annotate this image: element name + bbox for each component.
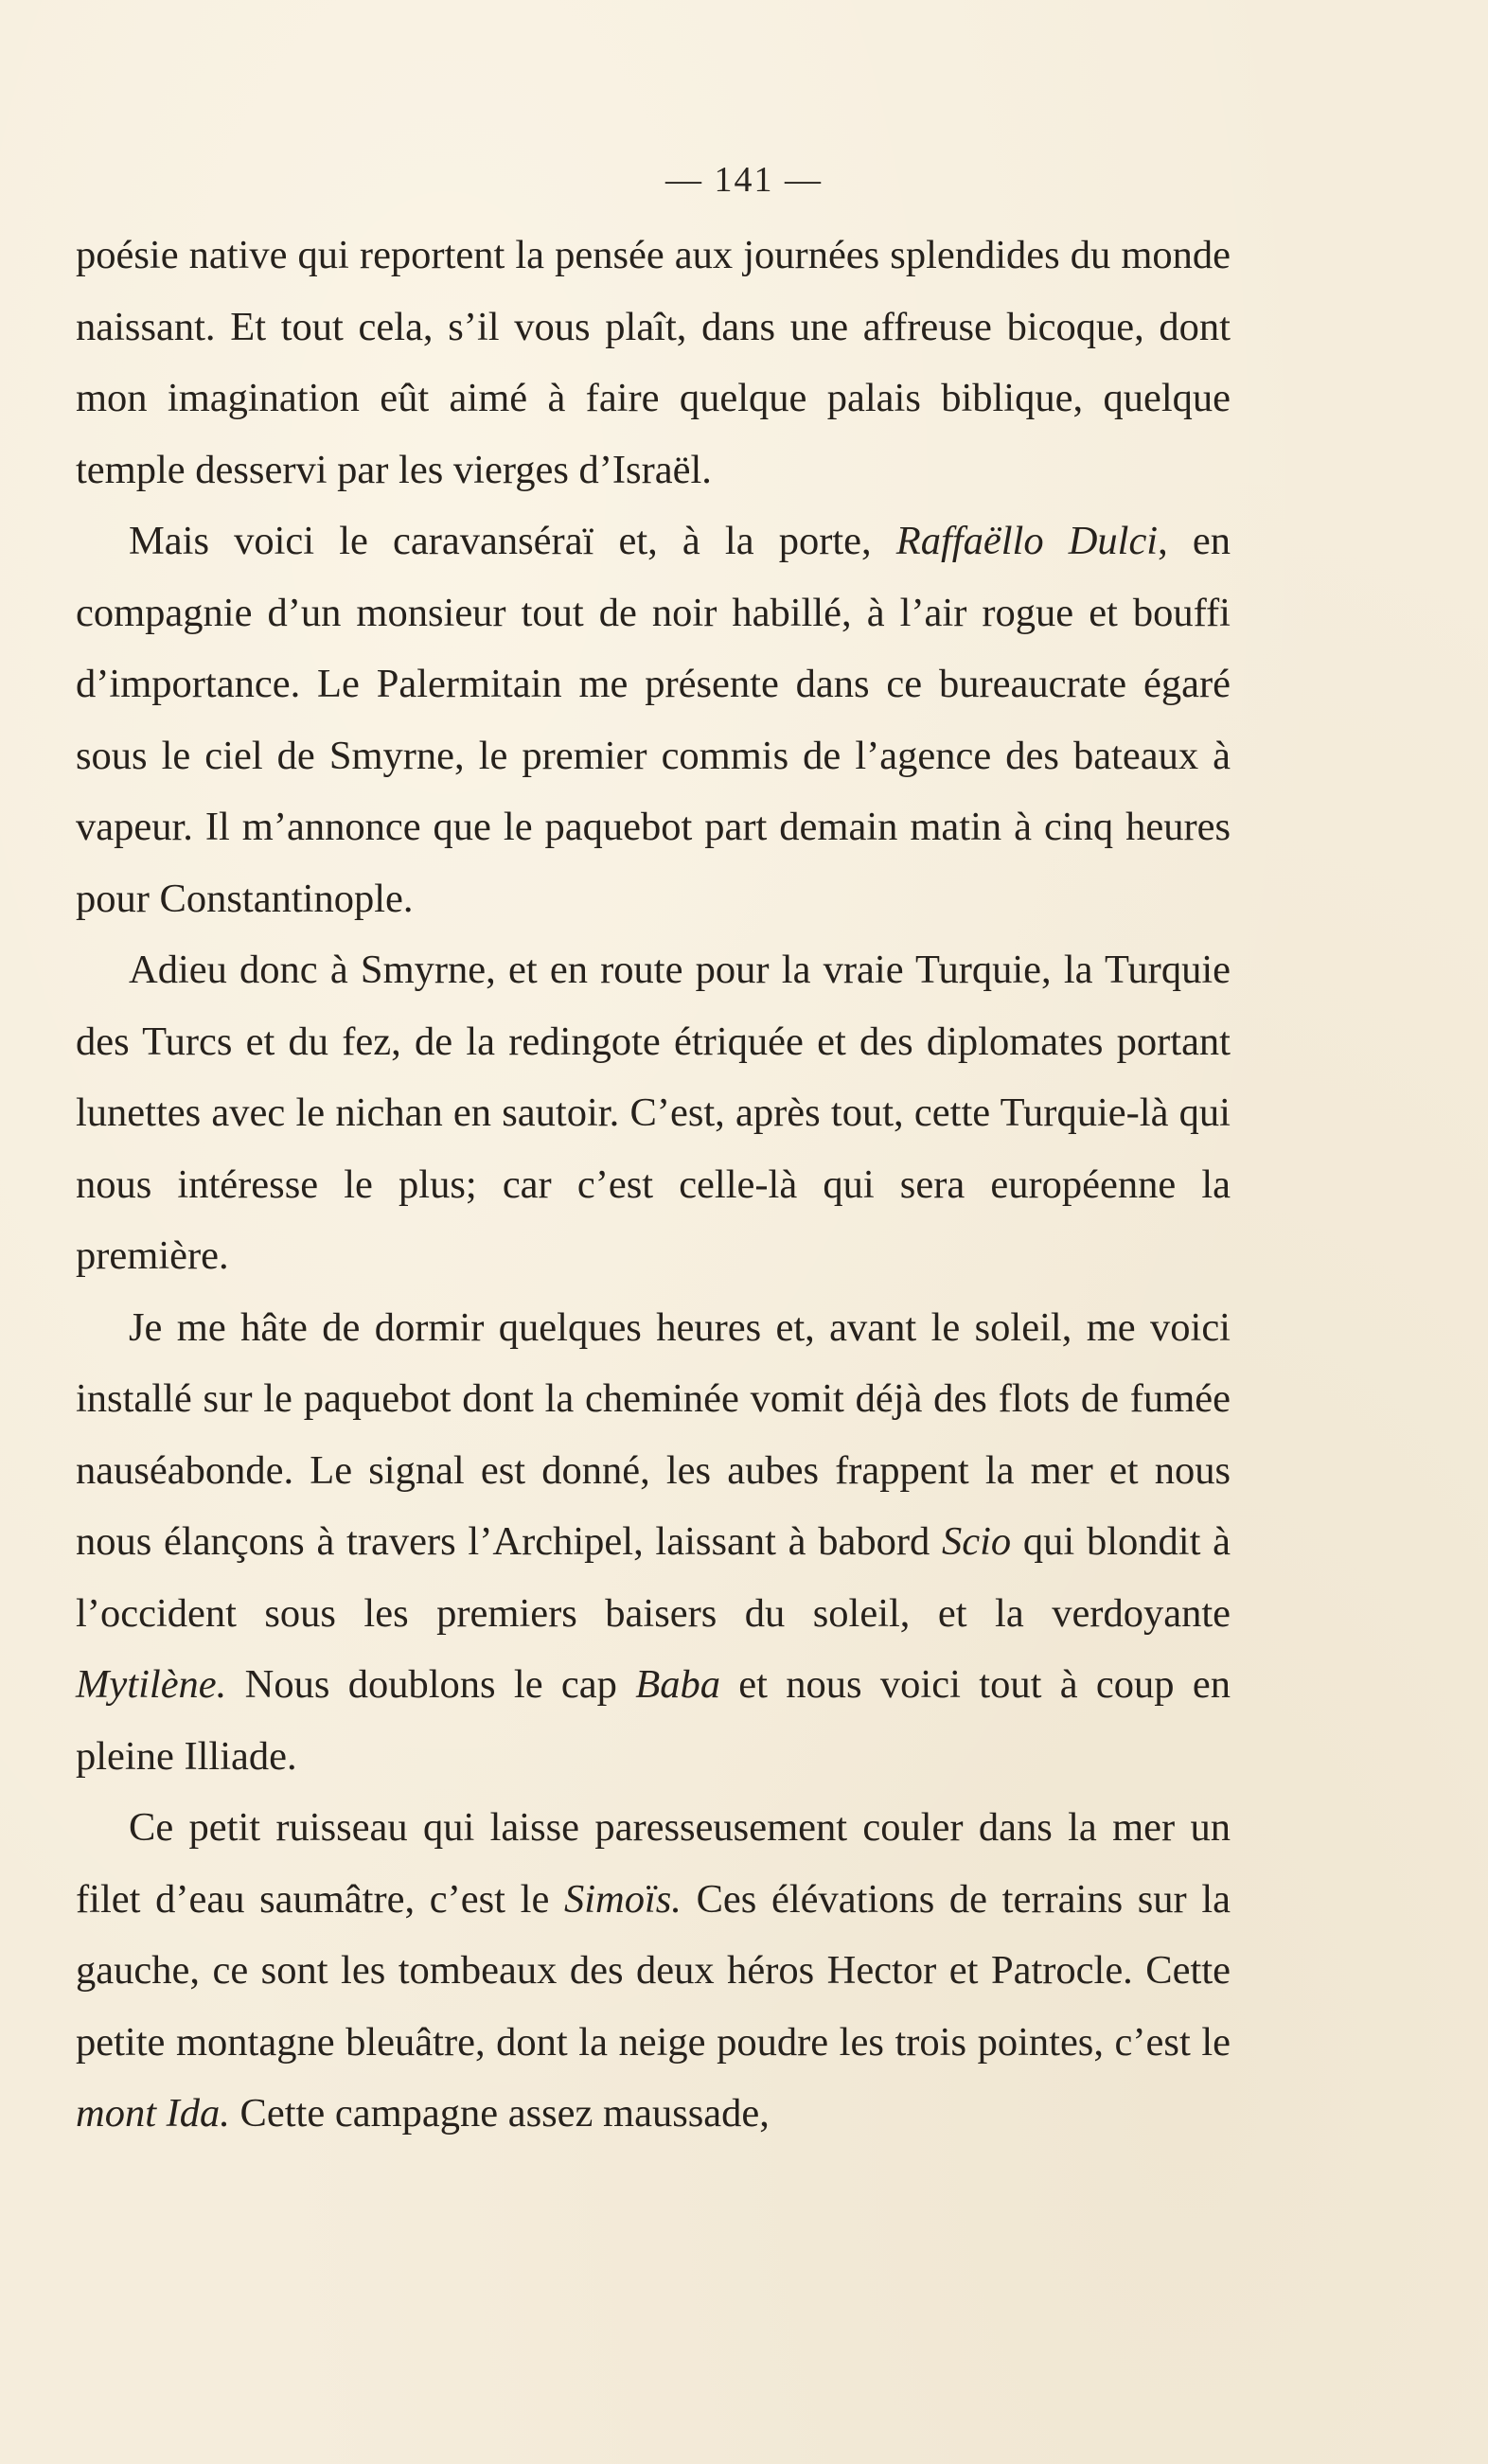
- page-number: — 141 —: [665, 160, 823, 200]
- paragraph-text: Ce petit ruisseau qui laisse paresseusement couler dans la mer un filet d’eau saumâtre, c’est le: [76, 1805, 1231, 1922]
- italic-text: Simoïs.: [563, 1876, 682, 1922]
- paragraph-text: et nous voici tout à coup en pleine Illiade.: [76, 1662, 1231, 1779]
- paragraph-text: Je me hâte de dormir quelques heures et, avant le soleil, me voici installé sur le paquebot dont la cheminée vomit déjà des flots de fumée nauséabonde. Le signal est donné, les aubes frappent la mer et nous nous élançons à travers l’Archipel, laissant à babord: [76, 1304, 1231, 1564]
- paragraph-text: qui blondit à l’occident sous les premiers baisers du soleil, et la verdoyante: [76, 1519, 1231, 1636]
- italic-text: Scio: [942, 1519, 1012, 1564]
- paragraph-text: Cette campagne assez maussade,: [229, 2091, 770, 2136]
- paragraph-text: Ces élévations de terrains sur la gauche, ce sont les tombeaux des deux héros Hector et Patrocle. Cette petite montagne bleuâtre, dont la neige poudre les trois pointes, c’est le: [76, 1876, 1231, 2065]
- paragraph-text: Mais voici le caravanséraï et, à la porte,: [129, 519, 896, 563]
- paragraph: [76, 220, 1231, 505]
- italic-text: mont Ida.: [76, 2091, 230, 2136]
- italic-text: Raffaëllo Dulci: [895, 519, 1159, 563]
- paragraph-text: poésie native qui reportent la pensée aux journées splendides du monde naissant. Et tout cela, s’il vous plaît, dans une affreuse bicoque, dont mon imagination eût aimé à faire quelque palais biblique, quelque temple desservi par les vierges d’Israël.: [76, 233, 1231, 492]
- body-text: [76, 220, 1231, 2150]
- paragraph: [76, 934, 1231, 1292]
- paragraph: [76, 1292, 1231, 1793]
- paragraph: [76, 505, 1231, 934]
- paragraph-text: , en compagnie d’un monsieur tout de noir habillé, à l’air rogue et bouffi d’importance. Le Palermitain me présente dans ce bureaucrate égaré sous le ciel de Smyrne, le premier commis de l’agence des bateaux à vapeur. Il m’annonce que le paquebot part demain matin à cinq heures pour Constantinople.: [76, 519, 1231, 921]
- paragraph-text: Nous doublons le cap: [226, 1662, 636, 1707]
- italic-text: Mytilène.: [76, 1662, 227, 1707]
- italic-text: Baba: [635, 1662, 720, 1707]
- paragraph-text: Adieu donc à Smyrne, et en route pour la vraie Turquie, la Turquie des Turcs et du fez, de la redingote étriquée et des diplomates portant lunettes avec le nichan en sautoir. C’est, après tout, cette Turquie-là qui nous intéresse le plus; car c’est celle-là qui sera européenne la première.: [76, 948, 1231, 1278]
- paragraph: [76, 1792, 1231, 2150]
